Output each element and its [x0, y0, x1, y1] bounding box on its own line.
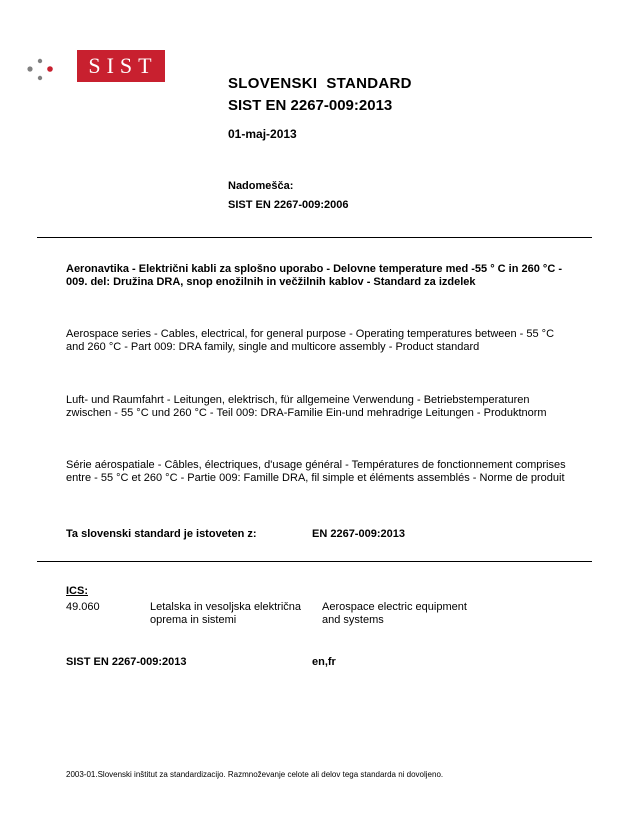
divider-bottom: [37, 561, 592, 562]
document-title: SLOVENSKI STANDARD: [228, 75, 412, 92]
logo-text: SIST: [88, 53, 158, 78]
replaces-value: SIST EN 2267-009:2006: [228, 199, 349, 211]
title-german: Luft- und Raumfahrt - Leitungen, elektrisch, für allgemeine Verwendung - Betriebstemperaturen zwischen - 55 °C und 260 °C - Teil 009: DRA-Familie Ein-und mehradrige Leitungen - Produktnorm: [66, 394, 547, 419]
replaces-label: Nadomešča:: [228, 180, 294, 192]
ics-label: ICS:: [66, 585, 88, 597]
identical-value: EN 2267-009:2013: [312, 528, 405, 540]
logo-dots-icon: [26, 57, 66, 87]
standard-id: SIST EN 2267-009:2013: [228, 97, 393, 114]
identical-label: Ta slovenski standard je istoveten z:: [66, 528, 257, 540]
ics-description-english: Aerospace electric equipment and systems: [322, 601, 467, 626]
ics-description-slovenian: Letalska in vesoljska električna oprema in sistemi: [150, 601, 302, 626]
publication-date: 01-maj-2013: [228, 127, 297, 141]
sist-logo: [77, 50, 165, 82]
divider-top: [37, 237, 592, 238]
title-english: Aerospace series - Cables, electrical, for general purpose - Operating temperatures between - 55 °C and 260 °C - Part 009: DRA family, single and multicore assembly - Product standard: [66, 328, 555, 353]
document-id: SIST EN 2267-009:2013: [66, 656, 187, 668]
title-french: Série aérospatiale - Câbles, électriques, d'usage général - Températures de fonctionnement comprises entre - 55 °C et 260 °C - Partie 009: Famille DRA, fil simple et éléments assemblés - Norme de produit: [66, 459, 566, 484]
title-slovenian: Aeronavtika - Električni kabli za splošno uporabo - Delovne temperature med -55 ° C in 260 °C - 009. del: Družina DRA, snop enožilnih in večžilnih kablov - Standard za izdelek: [66, 263, 562, 288]
footer-copyright: 2003-01.Slovenski inštitut za standardizacijo. Razmnoževanje celote ali delov tega standarda ni dovoljeno.: [66, 770, 444, 779]
document-languages: en,fr: [312, 656, 336, 668]
ics-code: 49.060: [66, 601, 100, 613]
